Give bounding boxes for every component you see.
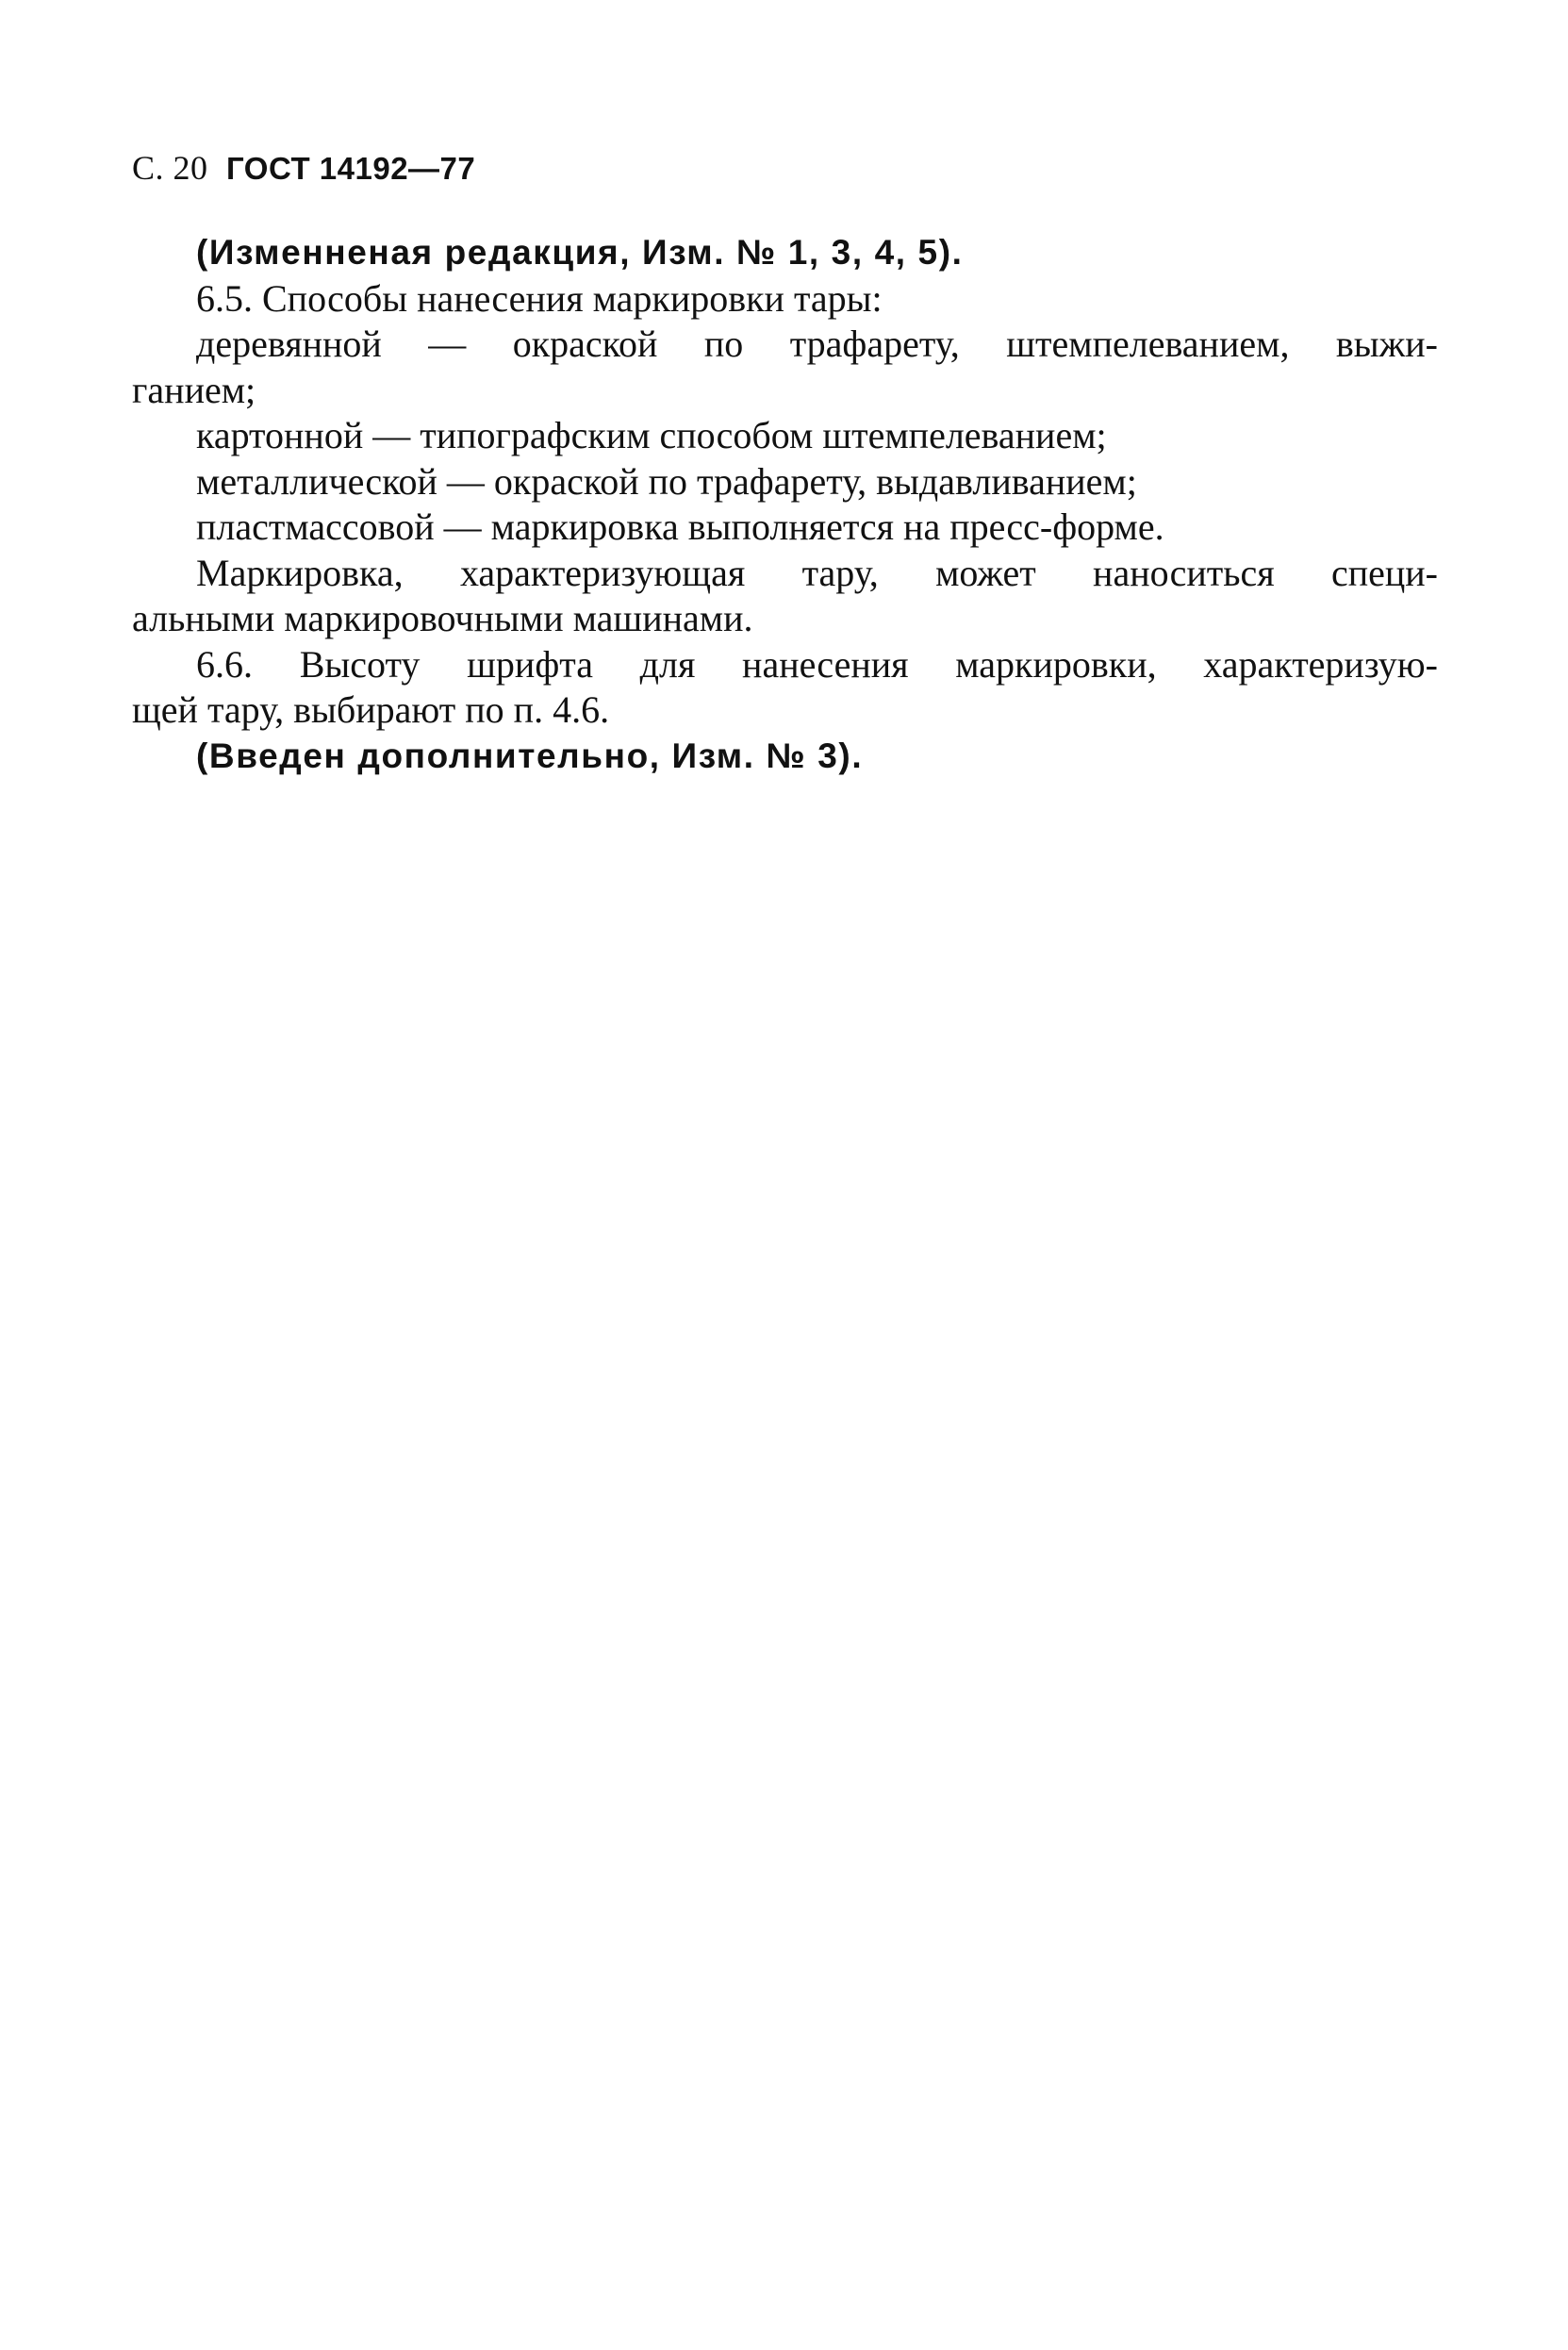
clause-6-5-metal: металлической — окраской по трафарету, выдавливанием; (196, 459, 1137, 503)
document-code: ГОСТ 14192—77 (226, 151, 476, 186)
amendment-note-2: (Введен дополнительно, Изм. № 3). (196, 736, 864, 775)
clause-6-6-line-2: щей тару, выбирают по п. 4.6. (132, 688, 610, 731)
clause-6-5-heading: 6.5. Способы нанесения маркировки тары: (196, 276, 883, 320)
clause-6-6-line-1: 6.6. Высоту шрифта для нанесения маркировки, характеризую- (196, 642, 1438, 686)
amendment-note: (Изменненая редакция, Изм. № 1, 3, 4, 5). (196, 233, 964, 272)
clause-6-5-wood-line-1: деревянной — окраской по трафарету, штемпелеванием, выжи- (196, 323, 1438, 365)
clause-6-5-wood-line-2: ганием; (132, 368, 256, 411)
clause-6-5-machines-line-1: Маркировка, характеризующая тару, может наноситься специ- (196, 551, 1438, 594)
clause-6-5-cardboard: картонной — типографским способом штемпелеванием; (196, 414, 1107, 456)
clause-6-5-plastic: пластмассовой — маркировка выполняется на пресс-форме. (196, 505, 1164, 548)
page-header (132, 149, 475, 188)
clause-6-5-machines-line-2: альными маркировочными машинами. (132, 597, 753, 639)
document-body (132, 230, 1438, 779)
page-number: С. 20 (132, 149, 208, 187)
